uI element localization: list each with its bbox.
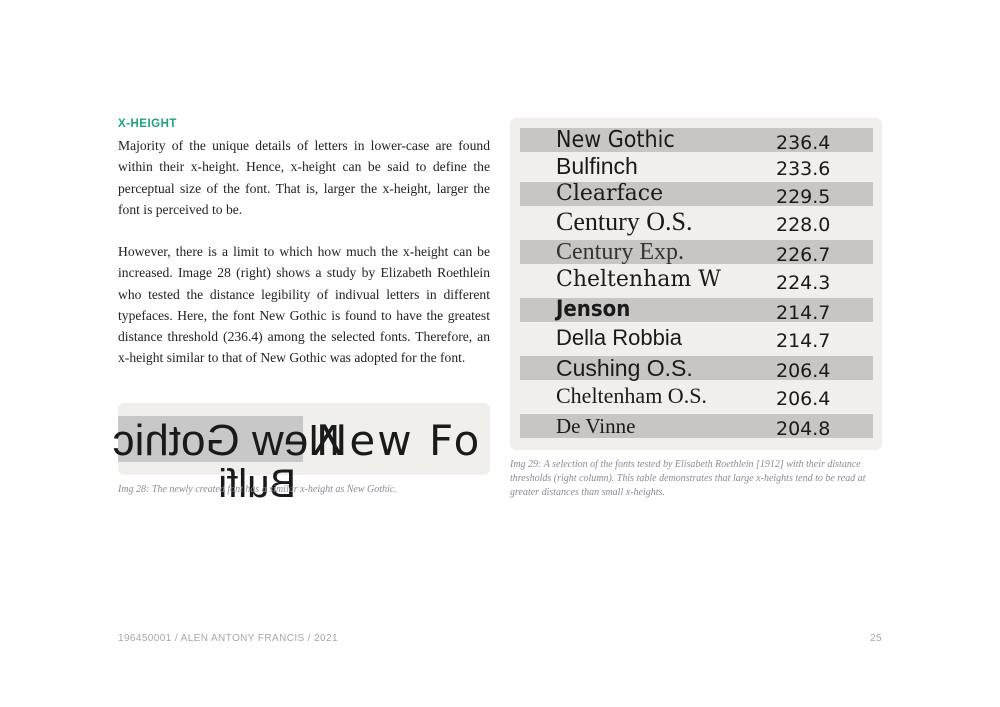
font-name: Cheltenham O.S. xyxy=(556,383,707,408)
font-name: Century Exp. xyxy=(556,239,684,265)
table-row xyxy=(520,182,873,206)
font-name: Bulfinch xyxy=(556,153,638,179)
table-row xyxy=(520,356,873,380)
font-name: Clearface xyxy=(556,181,664,206)
table-row xyxy=(520,298,873,322)
mirrored-new-gothic-text: New Gothic xyxy=(112,416,340,465)
table-row xyxy=(520,154,873,178)
table-row xyxy=(520,128,873,152)
font-threshold: 214.7 xyxy=(776,330,831,352)
font-name: Cheltenham W xyxy=(556,267,721,292)
footer-author-info: 196450001 / ALEN ANTONY FRANCIS / 2021 xyxy=(118,633,338,644)
font-name: Della Robbia xyxy=(556,325,682,350)
table-row xyxy=(520,268,873,292)
body-paragraph-2: However, there is a limit to which how much the x-height can be increased. Image 28 (right) shows a study by Elizabeth Roethlein who tested the distance legibility of indivual letters in different typefaces. Here, the font New Gothic is found to have the greatest distance threshold (236.4) among the selected fonts. Therefore, an x-height similar to that of New Gothic was adopted for the font. xyxy=(118,244,490,366)
font-threshold: 226.7 xyxy=(776,244,831,266)
new-font-sample: New Fo xyxy=(316,416,482,465)
font-name: New Gothic xyxy=(556,127,675,153)
table-row xyxy=(520,207,873,236)
image-28-caption: Img 28: The newly created font has a similar x-height as New Gothic. xyxy=(118,484,397,495)
font-threshold: 204.8 xyxy=(776,418,831,440)
font-threshold: 206.4 xyxy=(776,388,831,410)
font-name: Century O.S. xyxy=(556,207,693,236)
section-heading: X-HEIGHT xyxy=(118,118,177,130)
font-threshold: 224.3 xyxy=(776,272,831,294)
font-name: De Vinne xyxy=(556,414,636,438)
mirrored-bottom-text: Bulfi xyxy=(218,462,296,506)
table-row xyxy=(520,414,873,438)
font-threshold: 228.0 xyxy=(776,214,831,236)
table-row xyxy=(520,326,873,350)
table-row xyxy=(520,240,873,264)
font-name: Cushing O.S. xyxy=(556,355,693,381)
font-threshold: 206.4 xyxy=(776,360,831,382)
font-threshold: 236.4 xyxy=(776,132,831,154)
font-name: Jenson xyxy=(556,297,631,322)
body-paragraph-1: Majority of the unique details of letters in lower-case are found within their x-height. Hence, x-height can be said to define the perceptual size of the font. That is, larger the x-height, larger the font is perceived to be. xyxy=(118,138,490,217)
page-number: 25 xyxy=(870,633,882,644)
image-29-font-table xyxy=(510,118,882,450)
font-threshold: 233.6 xyxy=(776,158,831,180)
image-29-caption: Img 29: A selection of the fonts tested by Elisabeth Roethlein [1912] with their distance thresholds (right column). This table demonstrates that large x-heights tend to be read at greater distances than small x-heights. xyxy=(510,459,866,498)
font-threshold: 214.7 xyxy=(776,302,831,324)
font-threshold: 229.5 xyxy=(776,186,831,208)
table-row xyxy=(520,384,873,408)
